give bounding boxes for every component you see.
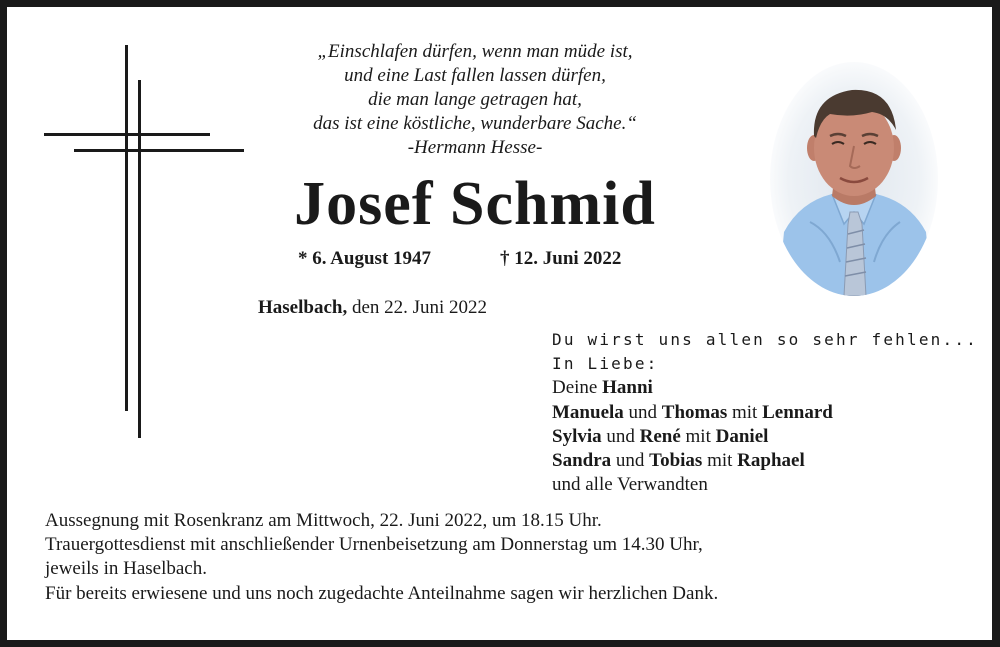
family-text: Deine — [552, 377, 598, 399]
family-member: Hanni — [602, 377, 653, 399]
quote-line: „Einschlafen dürfen, wenn man müde ist, — [317, 41, 633, 62]
family-line — [552, 425, 978, 449]
family-line — [552, 449, 978, 473]
family-text: mit — [707, 450, 733, 472]
family-text: und — [615, 450, 645, 472]
relatives-line: und alle Verwandten — [552, 474, 708, 496]
place-date — [258, 297, 487, 319]
family-member: René — [639, 425, 681, 447]
location-notice: jeweils in Haselbach. — [45, 558, 207, 580]
family-text: mit — [685, 425, 711, 447]
family-text: und — [606, 425, 635, 447]
quote-author: -Hermann Hesse- — [407, 137, 543, 158]
family-line — [552, 401, 978, 425]
family-text: und — [628, 401, 658, 423]
quote-line: das ist eine köstliche, wunderbare Sache.“ — [313, 113, 637, 134]
quote-block — [260, 40, 690, 160]
quote-line: die man lange getragen hat, — [368, 89, 582, 110]
notice-date: den 22. Juni 2022 — [351, 297, 488, 318]
family-member: Tobias — [649, 450, 703, 472]
family-text: mit — [732, 401, 758, 423]
place-name: Haselbach, — [258, 297, 348, 318]
family-block — [552, 328, 978, 497]
quote-line: und eine Last fallen lassen dürfen, — [344, 65, 606, 86]
birth-date: * 6. August 1947 — [298, 248, 432, 269]
blessing-notice: Aussegnung mit Rosenkranz am Mittwoch, 22. Juni 2022, um 18.15 Uhr. — [45, 510, 602, 531]
portrait-drawing — [770, 62, 938, 296]
family-member: Thomas — [661, 401, 728, 423]
family-line — [552, 376, 978, 400]
funeral-service-notice: Trauergottesdienst mit anschließender Urnenbeisetzung am Donnerstag um 14.30 Uhr, — [45, 534, 703, 556]
family-member: Daniel — [715, 425, 769, 447]
farewell-line: Du wirst uns allen so sehr fehlen... — [552, 330, 978, 349]
portrait-photo — [770, 62, 938, 296]
family-member: Sylvia — [552, 425, 602, 447]
cross-horizontal-bottom — [74, 149, 244, 152]
in-love-line: In Liebe: — [552, 354, 659, 374]
family-member: Manuela — [552, 401, 624, 423]
deceased-name: Josef Schmid — [294, 170, 656, 238]
family-member: Raphael — [737, 450, 805, 472]
family-member: Lennard — [762, 401, 833, 423]
death-date: † 12. Juni 2022 — [500, 248, 622, 269]
family-member: Sandra — [552, 450, 612, 472]
thanks-notice: Für bereits erwiesene und uns noch zugedachte Anteilnahme sagen wir herzlichen Dank. — [45, 582, 719, 604]
service-notices — [45, 509, 718, 606]
cross-vertical-left — [125, 45, 128, 411]
cross-horizontal-top — [44, 133, 210, 136]
